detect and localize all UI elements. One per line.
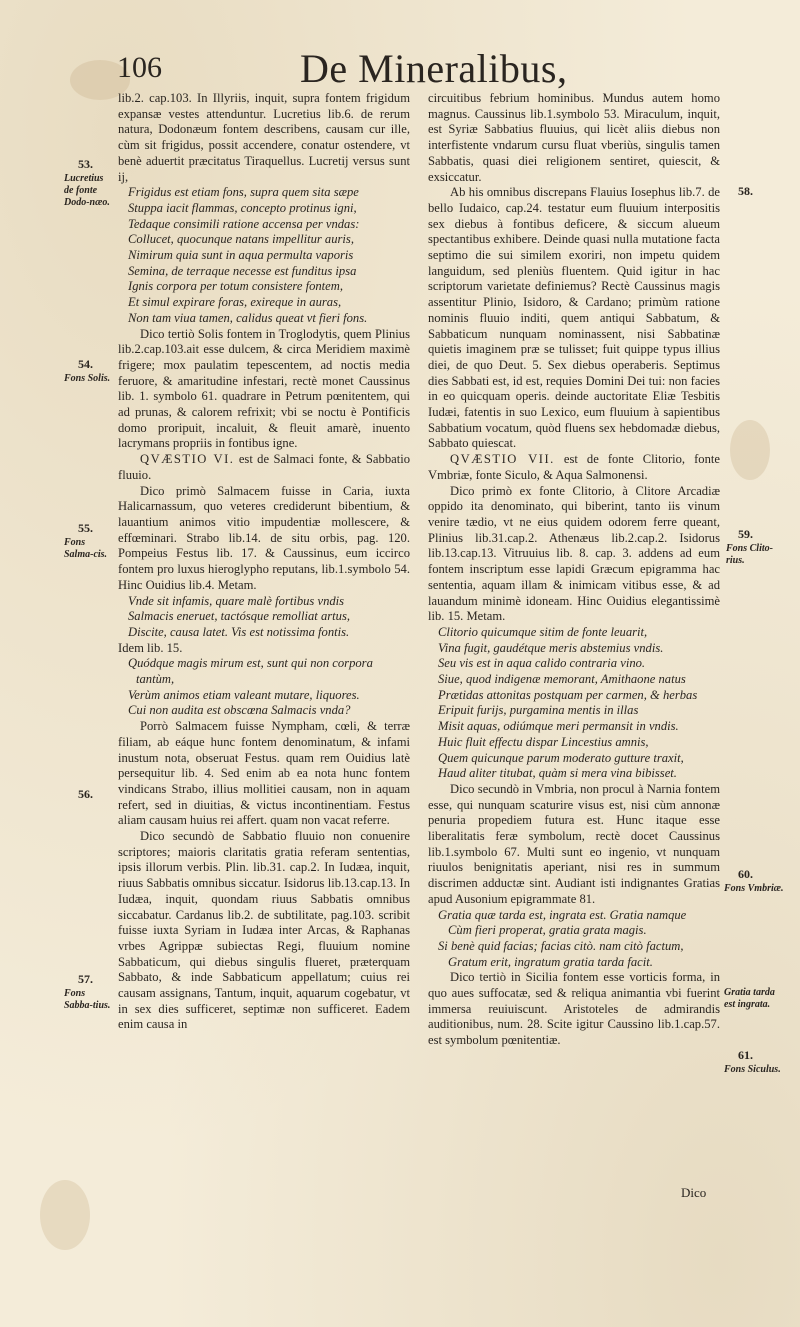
paragraph: circuitibus febrium hominibus. Mundus autem homo magnus. Caussinus lib.1.symbolo 53. Miraculum, inquit, est Syriæ Sabbatius fluuius, qui licèt aliis diebus non interfistente vndarum cursu fluat vberiùs, singulis tamen Sabbatis, quasi diei religionem sentiret, quiescit, & exsiccatur. (428, 91, 720, 184)
paragraph: Idem lib. 15. (118, 640, 183, 655)
verse-line: Si benè quid facias; facias citò. nam citò factum, (438, 938, 684, 953)
question-label: QVÆSTIO VI. (140, 452, 235, 467)
verse-lucretius (118, 185, 410, 326)
page-number: 106 (117, 51, 162, 84)
margin-number: 58. (738, 184, 753, 198)
margin-number: 61. (738, 1048, 753, 1062)
verse-ausonius (428, 908, 720, 971)
verse-line: Salmacis eneruet, tactósque remolliat artus, (128, 609, 350, 624)
verse-line: Seu vis est in aqua calido contraria vino. (438, 656, 646, 671)
margin-number: 60. (738, 867, 753, 881)
verse-line: Vina fugit, gaudétque meris abstemius vndis. (438, 640, 664, 655)
paper-stain (40, 1180, 90, 1250)
paragraph: Dico primò Salmacem fuisse in Caria, iuxta Halicarnassum, quo veteres crediderunt bibentium, & lauantium animos vitio impudentiæ mollescere, & effœminari. Strabo lib.14. de situ orbis, pag. 120. Pompeius Festus lib. 17. & Caussinus, eum iccirco fontem pro luxus hieroglypho reputans, lib.1.symbolo 54. Hinc Ouidius lib.4. Metam. (118, 483, 410, 592)
verse-line: Discite, causa latet. Vis est notissima fontis. (128, 624, 350, 639)
verse-line: Clitorio quicumque sitim de fonte leuarit, (438, 624, 648, 639)
verse-ovid (118, 594, 410, 641)
verse-ovid-3 (428, 625, 720, 782)
verse-line: Stuppa iacit flammas, concepto protinus igni, (128, 200, 357, 215)
verse-line: Quem quicunque parum moderato gutture traxit, (438, 750, 684, 765)
verse-line: Semina, de terraque necesse est funditus ipsa (128, 263, 357, 278)
paragraph: Dico tertiò Solis fontem in Troglodytis, quem Plinius lib.2.cap.103.ait esse dulcem, & circa Meridiem maximè frigere; mox paulatim tepescentem, ad noctis media feruore, & amaritudine infestari, rectè monet Caussinus lib. 1. symbolo 61. quadrare in Petrum pœnitentem, qui ad prunas, & calorem refrixit; vbi se noctu è Pontificis domo proripuit, incaluit, & fleuit amarè, inuento lacrymans propriis in fontibus igne. (118, 326, 410, 451)
verse-line: Gratum erit, ingratum gratia tarda facit. (448, 954, 653, 969)
paragraph: Porrò Salmacem fuisse Nympham, cœli, & terræ filiam, ab eáque hunc fontem denominatum, & infami inustum nota, obseruat Festus. quam rem Ouidius latè persequitur lib. 4. Sed enim ab ea nota hunc fontem vindicans Strabo, illius mollitiei causam, non in aquam refert, sed in diuitias, & victus incontinentiam. Festus aliam causam huius rei affert. quam non vacat referre. (118, 719, 410, 828)
question-text: est de fonte Clitorio, fonte Vmbriæ, fonte Siculo, & Aqua Salmonensi. (428, 452, 720, 482)
margin-note: Fons Clito-rius. (726, 543, 773, 566)
verse-line: Non tam viua tamen, calidus queat vt fieri fons. (128, 310, 368, 325)
paragraph: Dico primò ex fonte Clitorio, à Clitore Arcadiæ oppido ita denominato, qui biberint, tanto iis vinum venire tædio, vt ne eius quidem odorem ferre queant, Plinius lib.31.cap.2. Athenæus lib.2.cap.2. Isidorus lib.13.cap.13. Vitruuius lib. 8. cap. 3. addens ad eum fontem inscriptum esse lapidi Græcum epigramma hac sententia, aquam illam & inimicam vitibus esse, & ad lauandum minimè idoneam. Hinc Ouidius elegantissimè lib. 15. Metam. (428, 483, 720, 624)
margin-number: 57. (78, 972, 93, 986)
verse-line: Huic fluit effectu dispar Lincestius amnis, (438, 734, 649, 749)
page-header (0, 48, 800, 94)
verse-line: Cùm fieri properat, gratia grata magis. (448, 923, 647, 938)
paragraph: Dico secundò in Vmbria, non procul à Narnia fontem esse, qui nunquam scaturire visus est, nisi cùm annonæ penuria propediem futura est. Hunc itaque esse liberalitatis feræ symbolum, rectè docet Caussinus lib.1.symbolo 67. Multi sunt eo ingenio, vt nunquam riuulos benignitatis aperiant, nisi res in summum discrimen adductæ sint. Audiant isti indignantes Gratias apud Ausonium epigrammate 81. (428, 781, 720, 906)
verse-line: Frigidus est etiam fons, supra quem sita sæpe (128, 185, 359, 200)
paragraph: Dico tertiò in Sicilia fontem esse vorticis forma, in quo aues suffocatæ, sed & reliqua animantia vbi fuerint immersa reuiuiscunt. Aristoteles de admirandis auditionibus, num. 28. Scite igitur Caussino lib.1.cap.57. est symbolum pœnitentiæ. (428, 970, 720, 1048)
question-label: QVÆSTIO VII. (450, 452, 555, 467)
question-heading (118, 452, 410, 483)
verse-line: Gratia quæ tarda est, ingrata est. Gratia namque (438, 907, 687, 922)
verse-line: Cui non audita est obscœna Salmacis vnda? (128, 703, 351, 718)
paper-stain (730, 420, 770, 480)
catchword: Dico (681, 1185, 707, 1200)
margin-note: Fons Solis. (64, 373, 111, 384)
question-heading (428, 452, 720, 483)
question-text: est de Salmaci fonte, & Sabbatio fluuio. (118, 452, 410, 482)
verse-line: Nimirum quia sunt in aqua permulta vaporis (128, 248, 354, 263)
margin-note: Fons Vmbriæ. (724, 883, 784, 894)
margin-number: 56. (78, 787, 93, 801)
verse-line: Eripuit furijs, purgamina mentis in illas (438, 703, 639, 718)
margin-number: 54. (78, 357, 93, 371)
margin-note: Fons Salma-cis. (64, 537, 108, 560)
verse-line: Misit aquas, odiúmque meri permansit in vndis. (438, 719, 679, 734)
paragraph: lib.2. cap.103. In Illyriis, inquit, supra fontem frigidum expansæ vestes attenduntur. Lucretius lib.6. de rerum natura, Dodonæum fontem describens, causam cur ille, cùm sit frigidus, possit accendere, conatur ostendere, vt benè aduertit præcitatus Tiraquellus. Lucretij versus sunt ij, (118, 91, 410, 184)
margin-note: Gratia tarda est ingrata. (724, 987, 775, 1010)
margin-note: Fons Siculus. (724, 1064, 781, 1075)
verse-line: Prætidas attonitas postquam per carmen, & herbas (438, 687, 698, 702)
margin-note: Fons Sabba-tius. (64, 988, 111, 1011)
verse-line: Haud aliter titubat, quàm si mera vina bibisset. (438, 766, 677, 781)
paragraph: Ab his omnibus discrepans Flauius Iosephus lib.7. de bello Iudaico, cap.24. testatur eum fluuium interpositis sex diebus à fontibus deficere, & siccum alueum spectantibus exhibere. Deinde quasi nulla mutatione facta septimo die sui similem exoriri, non impetu quidem languidum, sed pleniùs fluentem. Quid igitur in hac scriptorum varietate definiemus? Rectè Caussinus magis assentitur Plinio, Isidoro, & Cardano; primùm ratione nominis fluuio inditi, quem antiqui Sabbatum, & Sabbaticum nunquam nominassent, nisi Sabbatinæ quietis imaginem præ se tulisset; fuit quippe typus illius diei, de quo Deut. 5. Sex diebus operaberis. Septimus dies Sabbati est, id est, requies Domini Dei tui: non facies in eo quicquam operis. deinde auctoritate Eliæ Tesbitis Iudæi, fatentis in suo Lexico, eum fluuium à sapientibus Sabbatium vocatum, quòd fluens sex hebdomadæ diebus, Sabbato quiescat. (428, 185, 720, 451)
verse-line: Collucet, quocunque natans impellitur auris, (128, 232, 354, 247)
margin-note: Lucretius de fonte Dodo-næo. (64, 173, 110, 208)
paragraph: Dico secundò de Sabbatio fluuio non conuenire scriptores; maioris claritatis gratia referam sententias, ipsis illorum verbis. Plin. lib.31. cap.2. In Iudæa, inquit, riuus Sabbatis omnibus siccatur. Isidorus lib.13.cap.13. In Iudæa, inquit, quondam riuus Sabbatis omnibus siccabatur. Cardanus lib.2. de subtilitate, pag.103. scribit fuisse iuxta Syriam in Iudæa inter Arcas, & Raphanas vrbes Agrippæ subiectas Regi, fluuium nomine Sabbaticum, qui diebus singulis flueret, præterquam Sabbato, & inde Sabbaticum appellatum; cuius rei causam assignans, Tantum, inquit, aquarum cogebatur, vt in sex dies sufficeret, septimæ non sufficeret. Eadem enim causa in (118, 829, 410, 1032)
margin-number: 55. (78, 521, 93, 535)
verse-line: Siue, quod indigenæ memorant, Amithaone natus (438, 672, 686, 687)
verse-line: Et simul expirare foras, exireque in auras, (128, 295, 342, 310)
right-column (428, 91, 720, 1049)
margin-number: 59. (738, 527, 753, 541)
verse-line: Tedaque consimili ratione accensa per vndas: (128, 216, 360, 231)
verse-line: Quódque magis mirum est, sunt qui non corpora tantùm, (128, 656, 373, 687)
left-column (118, 91, 410, 1033)
verse-ovid-2 (118, 656, 410, 719)
verse-line: Ignis corpora per totum consistere fontem, (128, 279, 344, 294)
verse-line: Verùm animos etiam valeant mutare, liquores. (128, 687, 360, 702)
verse-line: Vnde sit infamis, quare malè fortibus vndis (128, 593, 345, 608)
margin-number: 53. (78, 157, 93, 171)
running-title: De Mineralibus, (300, 46, 568, 91)
